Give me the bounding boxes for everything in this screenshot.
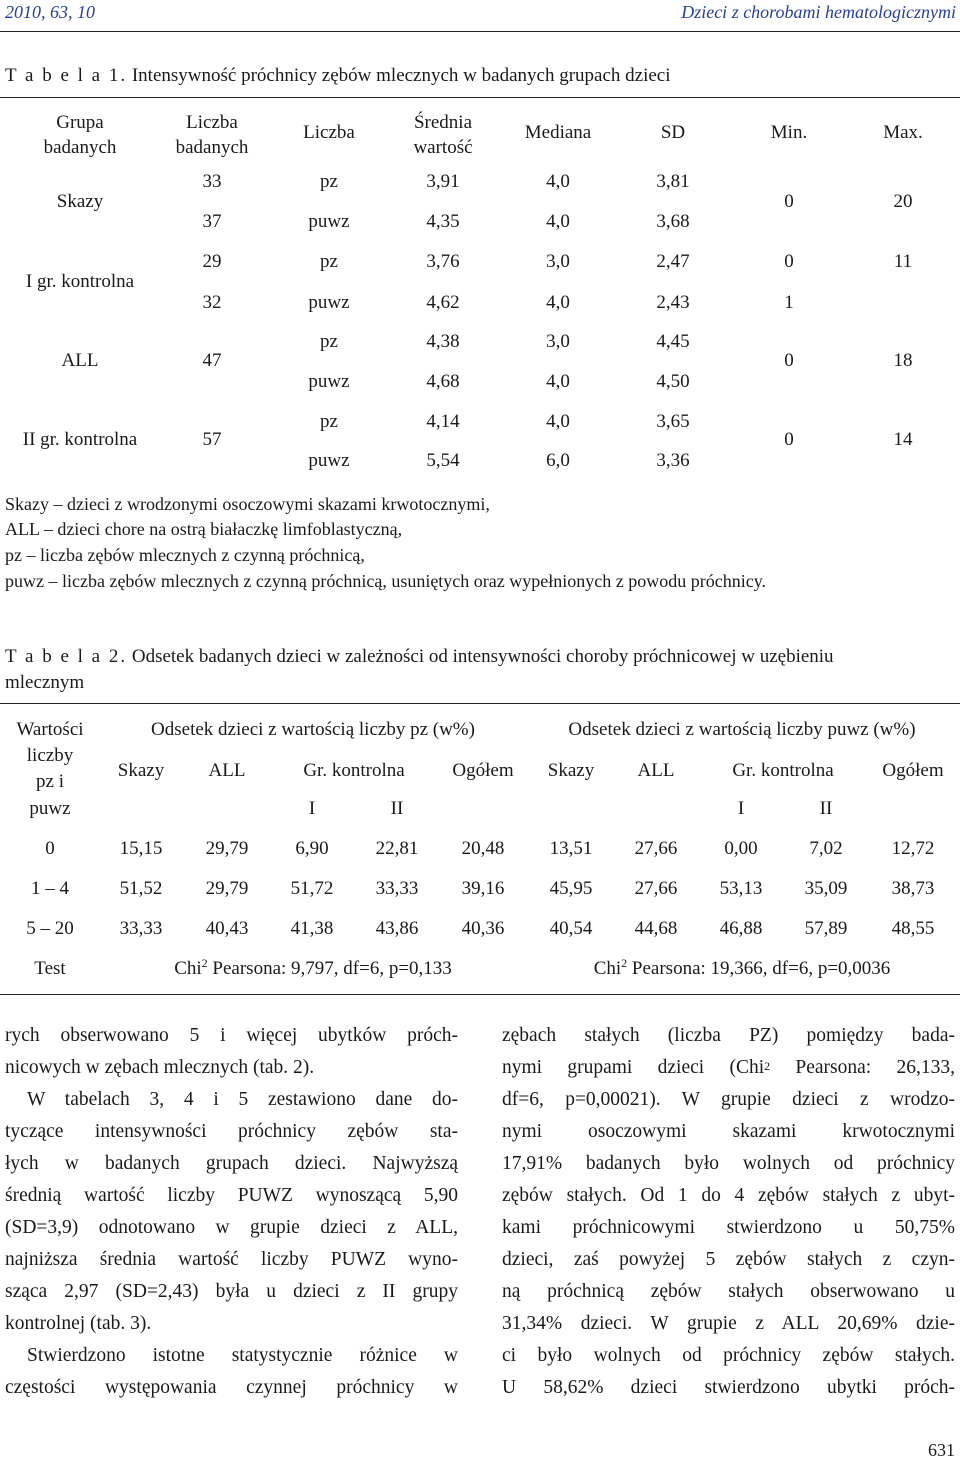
table-cell: 7,02 [809, 838, 843, 859]
cell-min: 0 [784, 429, 794, 450]
running-header-left: 2010, 63, 10 [5, 2, 95, 22]
table-cell: 57,89 [804, 918, 848, 939]
sub-sub-header: II [819, 798, 833, 819]
table-cell: 13,51 [549, 838, 593, 859]
text-line: najniższa średnia wartość liczby PUWZ wyno- [5, 1249, 458, 1270]
cell-median: 4,0 [546, 292, 570, 313]
test-label: Test [34, 958, 66, 979]
sub-sub-header: II [390, 798, 404, 819]
table2-label: T a b e l a 2. [5, 646, 128, 667]
row-label: 5 – 20 [26, 918, 74, 939]
table1-header-liczba-badanych: Liczba badanych [175, 112, 249, 158]
text-line: łych w badanych grupach dzieci. Najwyższą [5, 1153, 458, 1174]
running-header-right: Dzieci z chorobami hematologicznymi [681, 2, 956, 22]
cell-type: pz [320, 171, 338, 192]
table-cell: 6,90 [295, 838, 329, 859]
table1-header-srednia: Średnia wartość [413, 112, 473, 158]
sub-sub-header: I [308, 798, 316, 819]
text-line: zębów stałych. Od 1 do 4 zębów stałych z ubyt- [502, 1185, 955, 1206]
table-cell: 20,48 [461, 838, 505, 859]
table-cell: 40,54 [549, 918, 593, 939]
cell-sd: 4,45 [656, 331, 690, 352]
cell-min: 1 [784, 292, 794, 313]
cell-type: pz [320, 331, 338, 352]
col-header-grupa: Grupa badanych [43, 112, 117, 158]
cell-n: 57 [202, 429, 222, 450]
sub-header: Skazy [547, 760, 595, 781]
cell-mean: 4,38 [426, 331, 460, 352]
table-cell: 12,72 [891, 838, 935, 859]
table2-top-rule [0, 703, 960, 704]
cell-n: 33 [202, 171, 222, 192]
cell-median: 6,0 [546, 450, 570, 471]
table2-caption [5, 646, 834, 668]
cell-mean: 5,54 [426, 450, 460, 471]
table1-header-group [44, 110, 117, 160]
table-cell: 33,33 [375, 878, 419, 899]
cell-max: 14 [893, 429, 913, 450]
table-cell: 45,95 [549, 878, 593, 899]
table1-footnote: puwz – liczba zębów mlecznych z czynną próchnicą, usuniętych oraz wypełnionych z powodu próchnicy. [5, 571, 767, 591]
sub-header: Gr. kontrolna [303, 760, 405, 781]
group-name: II gr. kontrolna [22, 429, 138, 450]
cell-type: puwz [308, 450, 350, 471]
page-number: 631 [928, 1440, 955, 1460]
text-line: nymi osoczowymi skazami krwotocznymi [502, 1121, 955, 1142]
table1-caption [5, 65, 671, 87]
text-line: kami próchnicowymi stwierdzono u 50,75% [502, 1217, 955, 1238]
test-pz [174, 958, 452, 980]
text-line: ną próchnicą zębów stałych obserwowano u [502, 1281, 955, 1302]
cell-min: 0 [784, 350, 794, 371]
cell-sd: 2,47 [656, 251, 690, 272]
table1-footnote: Skazy – dzieci z wrodzonymi osoczowymi skazami krwotocznymi, [5, 494, 490, 514]
table-cell: 15,15 [119, 838, 163, 859]
table-cell: 33,33 [119, 918, 163, 939]
text-line: tyczące intensywności próchnicy zębów sta- [5, 1121, 458, 1142]
sub-header: ALL [208, 760, 246, 781]
text-line: 17,91% badanych było wolnych od próchnicy [502, 1153, 955, 1174]
text-fragment: nymi grupami dzieci (Chi [502, 1057, 765, 1078]
table1-top-rule [0, 97, 960, 98]
cell-max: 18 [893, 350, 913, 371]
cell-min: 0 [784, 251, 794, 272]
table-cell: 51,72 [290, 878, 334, 899]
cell-median: 4,0 [546, 371, 570, 392]
text-line: sząca 2,97 (SD=2,43) była u dzieci z II grupy [5, 1281, 458, 1302]
stub-header-line: puwz [29, 798, 71, 819]
cell-mean: 3,76 [426, 251, 460, 272]
row-label: 0 [45, 838, 55, 859]
table-cell: 38,73 [891, 878, 935, 899]
cell-sd: 3,68 [656, 211, 690, 232]
text-line: df=6, p=0,00021). W grupie dzieci z wrodzo- [502, 1089, 955, 1110]
cell-n: 47 [202, 350, 222, 371]
cell-sd: 3,36 [656, 450, 690, 471]
table1-header-mediana: Mediana [524, 122, 592, 143]
header-rule [0, 31, 960, 32]
test-puwz [594, 958, 891, 980]
table-cell: 22,81 [375, 838, 419, 859]
body-column-left [5, 1020, 458, 1404]
test-puwz-value: Pearsona: 19,366, df=6, p=0,0036 [631, 958, 891, 979]
body-column-right [502, 1020, 955, 1404]
table1-header-sd: SD [660, 122, 686, 143]
cell-n: 37 [202, 211, 222, 232]
text-line: ci było wolnych od próchnicy zębów stałych. [502, 1345, 955, 1366]
cell-type: pz [320, 251, 338, 272]
table-cell: 44,68 [634, 918, 678, 939]
table-cell: 0,00 [724, 838, 758, 859]
table-cell: 51,52 [119, 878, 163, 899]
table1-footnote: ALL – dzieci chore na ostrą białaczkę limfoblastyczną, [5, 519, 403, 539]
cell-median: 4,0 [546, 171, 570, 192]
group-header-pz: Odsetek dzieci z wartością liczby pz (w%) [151, 719, 475, 740]
test-pz-value: Pearsona: 9,797, df=6, p=0,133 [212, 958, 452, 979]
sub-header: ALL [637, 760, 675, 781]
stub-header-line: liczby [26, 745, 74, 766]
table-cell: 48,55 [891, 918, 935, 939]
table-cell: 35,09 [804, 878, 848, 899]
cell-type: puwz [308, 292, 350, 313]
table-cell: 40,43 [205, 918, 249, 939]
text-sup: 2 [764, 1059, 771, 1073]
table-cell: 40,36 [461, 918, 505, 939]
text-line: nicowych w zębach mlecznych (tab. 2). [5, 1057, 315, 1078]
text-line: rych obserwowano 5 i więcej ubytków próch- [5, 1025, 458, 1046]
cell-sd: 3,81 [656, 171, 690, 192]
table-cell: 29,79 [205, 878, 249, 899]
sub-header: Ogółem [452, 760, 514, 781]
cell-sd: 4,50 [656, 371, 690, 392]
group-header-puwz: Odsetek dzieci z wartością liczby puwz (w%) [568, 719, 916, 740]
cell-n: 32 [202, 292, 222, 313]
table2-bottom-rule [0, 994, 960, 995]
cell-median: 4,0 [546, 411, 570, 432]
table1-header-min: Min. [770, 122, 808, 143]
text-line: U 58,62% dzieci stwierdzono ubytki próch- [502, 1377, 955, 1398]
test-sup: 2 [621, 956, 628, 970]
table1-header-liczba: Liczba [303, 122, 355, 143]
sub-header: Gr. kontrolna [732, 760, 834, 781]
table-cell: 27,66 [634, 838, 678, 859]
table-cell: 41,38 [290, 918, 334, 939]
text-line: (SD=3,9) odnotowano w grupie dzieci z ALL, [5, 1217, 458, 1238]
row-label: 1 – 4 [31, 878, 69, 899]
table1-footnote: pz – liczba zębów mlecznych z czynną próchnicą, [5, 545, 365, 565]
sub-header: Skazy [117, 760, 165, 781]
text-line: dzieci, zaś powyżej 5 zębów stałych z czyn- [502, 1249, 955, 1270]
table-cell: 27,66 [634, 878, 678, 899]
cell-median: 3,0 [546, 331, 570, 352]
cell-type: pz [320, 411, 338, 432]
table-cell: 39,16 [461, 878, 505, 899]
text-line: średnią wartość liczby PUWZ wynoszącą 5,90 [5, 1185, 458, 1206]
sub-sub-header: I [737, 798, 745, 819]
text-line: częstości występowania czynnej próchnicy w [5, 1377, 458, 1398]
cell-mean: 4,14 [426, 411, 460, 432]
cell-mean: 4,35 [426, 211, 460, 232]
table2-title-cont: mlecznym [5, 672, 85, 693]
cell-max: 20 [893, 191, 913, 212]
table-cell: 29,79 [205, 838, 249, 859]
text-line-with-sup [502, 1052, 955, 1084]
cell-max: 11 [893, 251, 913, 272]
cell-sd: 2,43 [656, 292, 690, 313]
table2-title: Odsetek badanych dzieci w zależności od intensywności choroby próchnicowej w uzębieniu [131, 646, 834, 667]
text-line: Stwierdzono istotne statystycznie różnice w [27, 1345, 458, 1366]
cell-mean: 3,91 [426, 171, 460, 192]
cell-sd: 3,65 [656, 411, 690, 432]
cell-n: 29 [202, 251, 222, 272]
sub-header: Ogółem [882, 760, 944, 781]
text-line: 31,34% dzieci. W grupie z ALL 20,69% dzie- [502, 1313, 955, 1334]
group-name: ALL [61, 350, 99, 371]
cell-mean: 4,62 [426, 292, 460, 313]
cell-type: puwz [308, 371, 350, 392]
group-name: I gr. kontrolna [25, 271, 135, 292]
cell-median: 3,0 [546, 251, 570, 272]
test-sup: 2 [201, 956, 208, 970]
stub-header-line: Wartości [16, 719, 84, 740]
table-cell: 53,13 [719, 878, 763, 899]
text-fragment: Pearsona: 26,133, [770, 1057, 955, 1078]
cell-type: puwz [308, 211, 350, 232]
table1-title: Intensywność próchnicy zębów mlecznych w badanych grupach dzieci [131, 65, 671, 86]
table1-label: T a b e l a 1. [5, 65, 128, 86]
table-cell: 43,86 [375, 918, 419, 939]
stub-header-line: pz i [36, 771, 64, 792]
test-chi: Chi [174, 958, 202, 979]
cell-mean: 4,68 [426, 371, 460, 392]
cell-median: 4,0 [546, 211, 570, 232]
text-line: W tabelach 3, 4 i 5 zestawiono dane do- [27, 1089, 458, 1110]
table-cell: 46,88 [719, 918, 763, 939]
table1-header-max: Max. [883, 122, 923, 143]
test-chi: Chi [593, 958, 622, 979]
text-line: zębach stałych (liczba PZ) pomiędzy bada- [502, 1025, 955, 1046]
text-line: kontrolnej (tab. 3). [5, 1313, 152, 1334]
cell-min: 0 [784, 191, 794, 212]
group-name: Skazy [56, 191, 104, 212]
